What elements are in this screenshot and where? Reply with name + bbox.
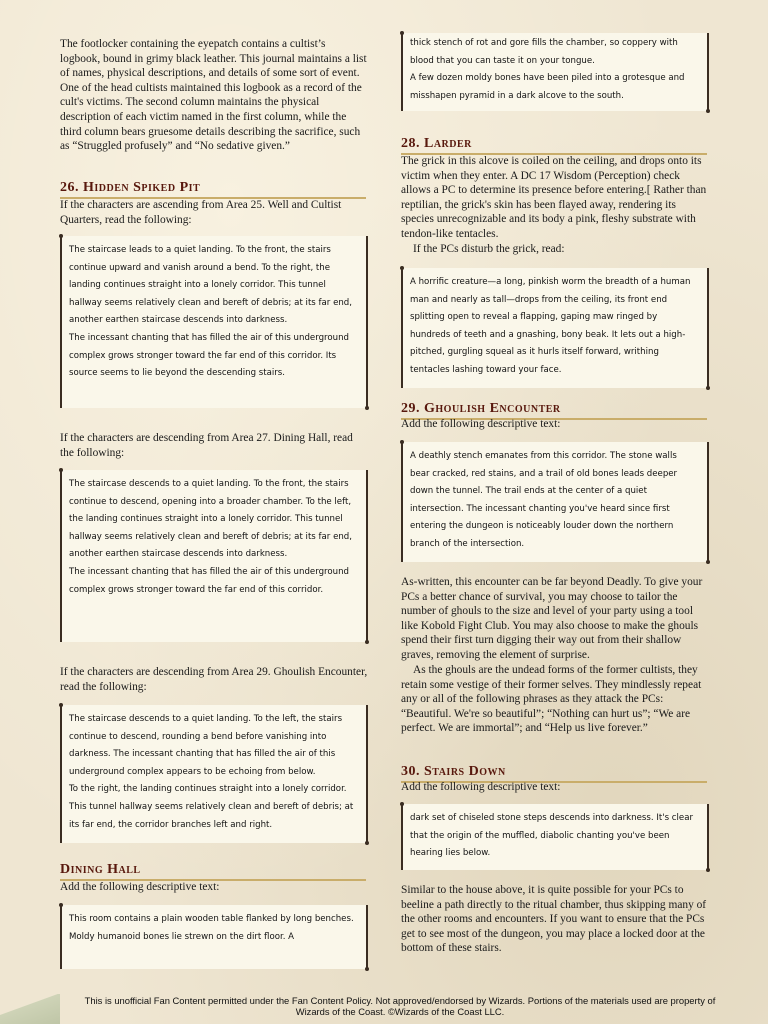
read-aloud-paragraph: The incessant chanting that has filled the air of this underground complex grows stronger toward the far end of this corridor. Its source seems to lie beyond the descending stairs. (69, 332, 349, 379)
read-aloud-paragraph: To the right, the landing continues straight into a lonely corridor. This tunnel hallway seems relatively clean and bereft of debris; at its far end, the corridor branches left and right. (69, 784, 354, 830)
area26-from-ghoulish-text: If the characters are descending from Area 29. Ghoulish Encounter, read the following: (60, 666, 368, 693)
read-aloud-paragraph: A deathly stench emanates from this corridor. The stone walls bear cracked, red stains, and a trail of old bones leads deeper down the tunnel. The trail ends at the center of a quiet intersection. The incessant chanting you've heard since first entering the dungeon is noticeably louder down the northern branch of the intersection. (410, 451, 678, 549)
section-heading-29: 29. Ghoulish Encounter (401, 401, 707, 420)
intro-paragraph: The footlocker containing the eyepatch contains a cultist’s logbook, bound in grimy black leather. This journal maintains a list of names, physical descriptions, and details of some sort of event. One of the head cultists maintained this logbook as a record of the cult's victims. The second column maintains the physical description of each victim named in the first column, while the third column bears gruesome details describing the sacrifice, such as “Struggled profusely” and “No sedative given.” (60, 38, 367, 153)
section-heading-26: 26. Hidden Spiked Pit (60, 180, 366, 199)
read-aloud-paragraph: The staircase leads to a quiet landing. To the front, the stairs continue upward and vanish around a bend. To the right, the landing continues straight into a lonely corridor. This tunnel hallway seems relatively clean and bereft of debris; at its far end, another earthen staircase descends into darkness. (69, 245, 352, 326)
read-aloud-paragraph: The incessant chanting that has filled the air of this underground complex grows stronger toward the far end of this corridor. (69, 566, 349, 595)
ghoulish-intro: Add the following descriptive text: (401, 418, 561, 430)
section-heading-dining-hall: Dining Hall (60, 862, 366, 881)
read-aloud-box-from-dining (60, 470, 368, 642)
area26-from-dining-text: If the characters are descending from Area 27. Dining Hall, read the following: (60, 432, 353, 459)
read-aloud-box-grick (401, 268, 709, 388)
read-aloud-box-from-ghoulish (60, 705, 368, 843)
area26-ascending-text: If the characters are ascending from Area 25. Well and Cultist Quarters, read the following: (60, 199, 342, 226)
section-heading-30: 30. Stairs Down (401, 764, 707, 783)
dining-hall-intro: Add the following descriptive text: (60, 881, 220, 893)
stairs-intro: Add the following descriptive text: (401, 781, 561, 793)
stairs-advice: Similar to the house above, it is quite possible for your PCs to beeline a path directly to the ritual chamber, thus skipping many of the other rooms and encounters. If you want to ensure that the PCs get to see most of the dungeon, you may place a locked door at the bottom of these stairs. (401, 884, 707, 955)
read-aloud-paragraph: dark set of chiseled stone steps descends into darkness. It's clear that the origin of the muffled, diabolic chanting you've been hearing lies below. (410, 813, 693, 859)
read-aloud-paragraph: The staircase descends to a quiet landing. To the left, the stairs continue to descend, rounding a bend before vanishing into darkness. The incessant chanting that has filled the air of this underground complex appears to be echoing from below. (69, 714, 343, 777)
read-aloud-box-continued (401, 33, 709, 111)
read-aloud-paragraph: This room contains a plain wooden table flanked by long benches. Moldy humanoid bones lie strewn on the dirt floor. A (69, 914, 354, 942)
corner-decoration (0, 994, 60, 1024)
read-aloud-paragraph: A horrific creature—a long, pinkish worm the breadth of a human man and nearly as tall—drops from the ceiling, its front end splitting open to reveal a flapping, gaping maw ringed by hundreds of teeth and a gnashing, bony beak. It lets out a high-pitched, gurgling squeal as it hurls itself forward, writhing tentacles lashing toward your face. (410, 277, 691, 375)
larder-read-cue: If the PCs disturb the grick, read: (413, 243, 565, 255)
ghoulish-phrases: As the ghouls are the undead forms of the former cultists, they retain some vestige of their former selves. They mindlessly repeat any or all of the following phrases as they attack the PCs: “Beautiful. We're so beautiful”; “Nothing can hurt us”; “We are perfect. We are immortal”; and “Help us live forever.” (401, 664, 702, 735)
read-aloud-box-ghoulish (401, 442, 709, 562)
read-aloud-paragraph: thick stench of rot and gore fills the chamber, so coppery with blood that you can taste it on your tongue. (410, 38, 678, 66)
read-aloud-box-stairs (401, 804, 709, 870)
section-heading-28: 28. Larder (401, 136, 707, 155)
read-aloud-box-dining-hall (60, 905, 368, 969)
read-aloud-box-ascending (60, 236, 368, 408)
larder-description: The grick in this alcove is coiled on the ceiling, and drops onto its victim when they enter. A DC 17 Wisdom (Perception) check allows a PC to determine its presence before entering.[ Rather than reptilian, the grick's skin has been flayed away, rendering its species unrecognizable and its body a pink, fleshy substrate with tendon-like tentacles. (401, 155, 707, 240)
read-aloud-paragraph: A few dozen moldy bones have been piled into a grotesque and misshapen pyramid in a dark alcove to the south. (410, 73, 685, 101)
ghoulish-advice: As-written, this encounter can be far beyond Deadly. To give your PCs a better chance of survival, you may choose to tailor the number of ghouls to the size and level of your party using a tool like Kobold Fight Club. You may also choose to make the ghouls spend their first turn digging their way out from their shallow graves, removing the element of surprise. (401, 576, 703, 661)
read-aloud-paragraph: The staircase descends to a quiet landing. To the front, the stairs continue to descend, opening into a broader chamber. To the left, the landing continues straight into a lonely corridor. This tunnel hallway seems relatively clean and bereft of debris; at its far end, another earthen staircase descends into darkness. (69, 479, 352, 560)
fan-content-footer: This is unofficial Fan Content permitted under the Fan Content Policy. Not approved/endorsed by Wizards. Portions of the materials used are property of Wizards of the Coast. ©Wizards of the Coast LLC. (84, 995, 716, 1017)
